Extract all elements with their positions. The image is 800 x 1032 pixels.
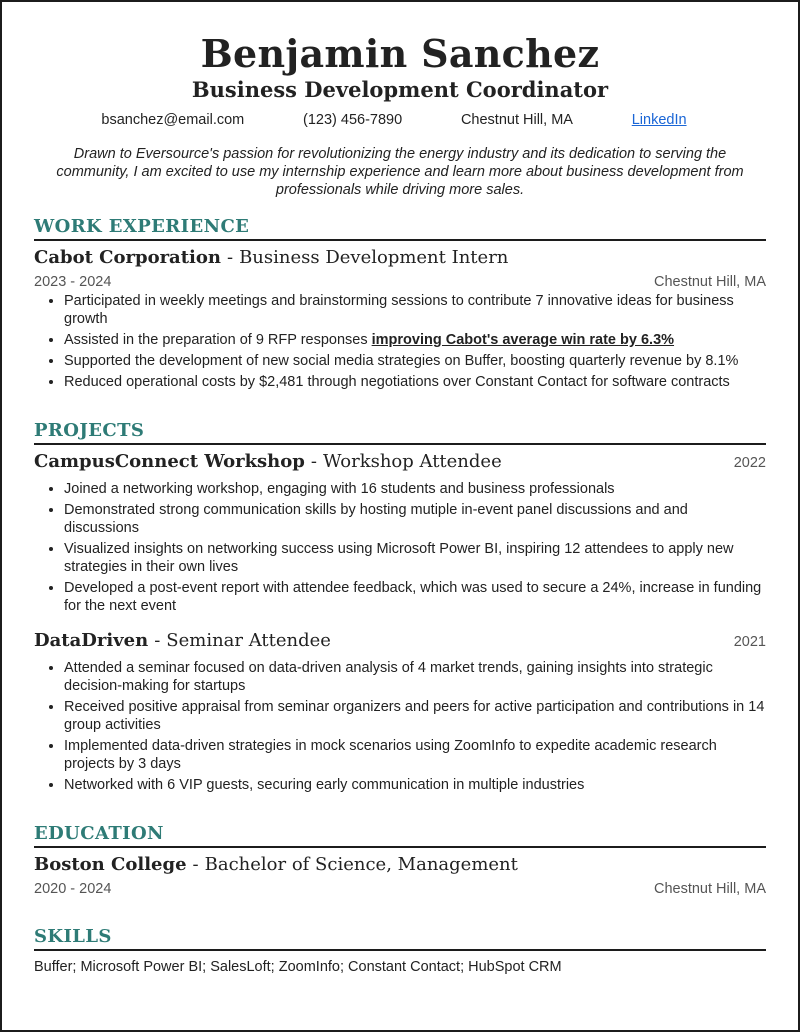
list-item: • Reduced operational costs by $2,481 through negotiations over Constant Contact for software contracts — [64, 373, 766, 391]
list-item: • Attended a seminar focused on data-driven analysis of 4 market trends, gaining insights into strategic decision-making for startups — [64, 659, 766, 695]
education-meta — [34, 879, 766, 899]
work-bullets — [34, 292, 766, 391]
work-entry-header — [34, 246, 766, 270]
project-entry-header — [34, 629, 766, 653]
work-dates: 2023 - 2024 — [34, 274, 112, 290]
candidate-name: Benjamin Sanchez — [200, 31, 600, 76]
education-degree: Bachelor of Science, — [204, 854, 392, 875]
project-entry-title — [34, 450, 502, 474]
list-item: • Participated in weekly meetings and brainstorming sessions to contribute 7 innovative ideas for business growth — [64, 292, 766, 328]
list-item: • Developed a post-event report with attendee feedback, which was used to secure a 24%, increase in funding for the next event — [64, 579, 766, 615]
education-dates: 2020 - 2024 — [34, 881, 112, 897]
skills-section — [34, 925, 766, 977]
skills-list: Buffer; Microsoft Power BI; SalesLoft; ZoomInfo; Constant Contact; HubSpot CRM — [34, 959, 562, 975]
list-item: • Supported the development of new social media strategies on Buffer, boosting quarterly revenue by 8.1% — [64, 352, 766, 370]
summary: Drawn to Eversource's passion for revolutionizing the energy industry and its dedication to serving the community, I am excited to use my internship experience and learn more about business development from professionals while driving more sales. — [56, 146, 744, 198]
contact-row — [34, 110, 766, 130]
list-item: • Joined a networking workshop, engaging with 16 students and business professionals — [64, 480, 766, 498]
work-location: Chestnut Hill, MA — [653, 274, 766, 290]
bullet-emphasis: improving Cabot's average win rate by 6.3% — [371, 332, 675, 348]
list-item: • Networked with 6 VIP guests, securing early communication in multiple industries — [64, 776, 766, 794]
projects-section — [34, 419, 766, 794]
project-year: 2022 — [733, 455, 766, 471]
work-meta — [34, 272, 766, 292]
linkedin-link[interactable]: LinkedIn — [631, 112, 687, 128]
education-entry-title — [34, 853, 518, 877]
candidate-role: Business Development Coordinator — [191, 77, 609, 102]
education-separator: - — [192, 854, 199, 875]
section-title-projects: PROJECTS — [34, 419, 766, 445]
section-title-work: WORK EXPERIENCE — [34, 215, 766, 241]
project-org: CampusConnect Workshop — [34, 451, 305, 472]
contact-phone: (123) 456-7890 — [303, 112, 403, 128]
list-item: • Received positive appraisal from seminar organizers and peers for active participation and contributions in 14 group activities — [64, 698, 766, 734]
work-entry-title — [34, 246, 508, 270]
contact-email: bsanchez@email.com — [101, 112, 245, 128]
education-entry-header — [34, 853, 766, 877]
list-item: • Visualized insights on networking success using Microsoft Power BI, inspiring 12 attendees to apply new strategies in their own lives — [64, 540, 766, 576]
project-year: 2021 — [733, 634, 766, 650]
work-separator: - — [226, 247, 234, 268]
education-section — [34, 822, 766, 899]
work-experience-section — [34, 215, 766, 391]
contact-location: Chestnut Hill, MA — [460, 112, 573, 128]
project-entry-header — [34, 450, 766, 474]
work-org: Cabot Corporation — [34, 247, 221, 268]
section-title-education: EDUCATION — [34, 822, 766, 848]
work-title: Business Development Intern — [239, 247, 509, 268]
project-org: DataDriven — [34, 630, 149, 651]
project-separator: - — [310, 451, 317, 472]
education-location: Chestnut Hill, MA — [653, 881, 766, 897]
project-title: Seminar Attendee — [166, 630, 331, 651]
project-bullets — [34, 659, 766, 794]
education-field: Management — [397, 854, 518, 875]
education-org: Boston College — [34, 854, 187, 875]
bullet-text: Assisted in the preparation of 9 RFP responses — [64, 332, 372, 348]
project-entry-title — [34, 629, 331, 653]
list-item: • Implemented data-driven strategies in mock scenarios using ZoomInfo to expedite academic research projects by 3 days — [64, 737, 766, 773]
section-title-skills: SKILLS — [34, 925, 766, 951]
project-separator: - — [154, 630, 161, 651]
project-title: Workshop Attendee — [322, 451, 502, 472]
list-item: • Demonstrated strong communication skills by hosting mutiple in-event panel discussions and and discussions — [64, 501, 766, 537]
list-item — [64, 331, 766, 349]
project-bullets — [34, 480, 766, 615]
